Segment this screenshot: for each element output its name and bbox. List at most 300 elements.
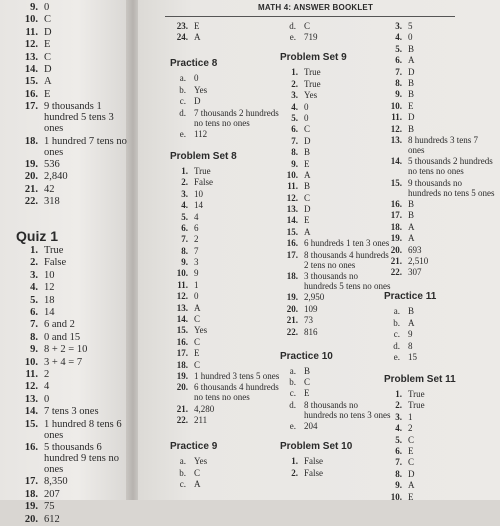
answer-text: Yes [194, 325, 208, 336]
answer-number: 9. [291, 158, 298, 169]
answer-row [16, 489, 128, 500]
answer-number: 5. [395, 434, 402, 445]
answer-number: 7. [395, 66, 402, 77]
answer-text: 9 [194, 268, 199, 279]
answer-row [280, 327, 392, 337]
answer-number: e. [393, 351, 400, 362]
answer-row [384, 412, 496, 422]
answer-number: 3. [291, 90, 298, 101]
answer-text: A [408, 233, 415, 244]
answer-number: 19. [24, 501, 38, 513]
answer-text: B [408, 306, 415, 317]
answer-number: 24. [176, 32, 188, 43]
answer-list [170, 166, 282, 425]
answer-text: 8 thousands no hundreds no tens 3 ones [304, 399, 391, 420]
answer-text: 10 [194, 188, 203, 199]
answer-text: 6 hundreds 1 ten 3 ones [304, 238, 390, 249]
answer-row [280, 113, 392, 123]
answer-text: B [304, 365, 311, 376]
answer-number: 12. [390, 123, 402, 134]
answer-number: a. [393, 306, 400, 317]
answer-text: 536 [44, 158, 60, 170]
answer-text: E [304, 158, 310, 169]
answer-number: 2. [395, 400, 402, 411]
answer-text: 15 [408, 351, 417, 362]
answer-row [384, 112, 496, 122]
answer-number: 14. [286, 215, 298, 226]
answer-text: 0 [44, 2, 50, 13]
answer-row [384, 178, 496, 198]
answer-row [170, 360, 282, 370]
answer-text: 318 [44, 196, 60, 208]
answer-row [16, 270, 128, 281]
answer-text: 0 [194, 291, 199, 302]
answer-number: 14. [24, 406, 38, 418]
answer-row [384, 67, 496, 77]
answer-text: A [194, 32, 201, 43]
answer-text: 612 [44, 513, 60, 525]
answer-row [16, 514, 128, 525]
answer-number: 13. [390, 134, 402, 145]
answer-text: E [44, 88, 51, 100]
answer-row [384, 480, 496, 490]
section-title-quiz-1: Quiz 1 [16, 228, 59, 245]
answer-row [170, 85, 282, 95]
answer-text: E [408, 445, 414, 456]
answer-text: C [44, 51, 52, 63]
answer-row [280, 67, 392, 77]
answer-row [384, 457, 496, 467]
answer-number: 21. [24, 183, 38, 195]
answer-row [16, 196, 128, 207]
answer-number: 20. [286, 303, 298, 314]
answer-number: 2. [181, 177, 188, 188]
answer-row [16, 295, 128, 306]
answer-row [170, 382, 282, 402]
answer-row [384, 352, 496, 362]
answer-number: 17. [286, 249, 298, 260]
answer-row [170, 415, 282, 425]
answer-row [280, 90, 392, 100]
answer-text: A [408, 480, 415, 491]
answer-text: 0 [44, 393, 50, 405]
answer-number: 10. [390, 491, 402, 502]
answer-row [16, 406, 128, 417]
answer-text: 7 tens 3 ones [44, 406, 99, 418]
answer-number: 7. [291, 135, 298, 146]
answer-number: 19. [286, 292, 298, 303]
answer-row [170, 468, 282, 478]
answer-row [384, 124, 496, 134]
answer-text: 8,350 [44, 476, 68, 488]
answer-number: 1. [291, 67, 298, 78]
answer-text: 0 and 15 [44, 331, 81, 343]
answer-number: 20. [390, 244, 402, 255]
answer-row [384, 256, 496, 266]
answer-row [170, 404, 282, 414]
answer-row [384, 55, 496, 65]
answer-number: 7. [181, 234, 188, 245]
answer-number: 9. [395, 89, 402, 100]
answer-row [16, 501, 128, 512]
answer-number: b. [393, 317, 400, 328]
section-title-practice-11: Practice 11 [384, 291, 437, 303]
answer-row [16, 369, 128, 380]
answer-row [280, 147, 392, 157]
answer-row [280, 377, 392, 387]
answer-text: 10 [44, 269, 55, 281]
answer-number: a. [179, 73, 186, 84]
answer-text: A [194, 302, 201, 313]
answer-row [384, 101, 496, 111]
answer-text: 6 thousands 4 hundreds no tens no ones [194, 382, 279, 403]
answer-text: Yes [194, 456, 208, 467]
answer-text: 14 [194, 200, 203, 211]
answer-text: 307 [408, 267, 422, 278]
answer-text: 6 [194, 222, 199, 233]
answer-row [16, 282, 128, 293]
answer-number: d. [393, 340, 400, 351]
answer-row [280, 102, 392, 112]
answer-row [280, 227, 392, 237]
answer-text: 211 [194, 415, 208, 426]
answer-text: A [408, 317, 415, 328]
answer-text: 0 [408, 32, 413, 43]
answer-row [170, 73, 282, 83]
answer-list [170, 21, 282, 42]
answer-row [170, 303, 282, 313]
answer-row [16, 159, 128, 170]
answer-number: 4. [395, 423, 402, 434]
answer-text: 3 thousands no hundreds 5 tens no ones [304, 271, 391, 292]
answer-number: 21. [176, 403, 188, 414]
answer-number: 19. [176, 370, 188, 381]
answer-number: 11. [391, 112, 402, 123]
answer-row [16, 171, 128, 182]
answer-number: 13. [176, 302, 188, 313]
answer-number: 3. [395, 21, 402, 31]
answer-number: 3. [30, 269, 38, 281]
answer-row [280, 292, 392, 302]
answer-row [280, 456, 392, 466]
answer-number: 2. [291, 78, 298, 89]
answer-number: 17. [24, 101, 38, 113]
answer-text: D [408, 468, 415, 479]
answer-row [16, 442, 128, 475]
answer-text: 5 thousands 2 hundreds no tens no ones [408, 156, 493, 177]
answer-list [280, 21, 392, 42]
answer-number: 20. [176, 382, 188, 393]
answer-number: 3. [181, 188, 188, 199]
answer-number: 8. [30, 331, 38, 343]
answer-list [170, 456, 282, 489]
answer-number: 22. [390, 267, 402, 278]
answer-row [384, 32, 496, 42]
answer-text: D [304, 135, 311, 146]
answer-text: C [304, 124, 311, 135]
answer-text: True [304, 67, 321, 78]
answer-text: True [304, 78, 321, 89]
answer-row [170, 32, 282, 42]
answer-row [16, 89, 128, 100]
answer-number: 18. [286, 271, 298, 282]
answer-number: 1. [181, 165, 188, 176]
answer-text: A [194, 478, 201, 489]
answer-row [280, 215, 392, 225]
answer-row [280, 32, 392, 42]
answer-row [170, 291, 282, 301]
answer-number: 16. [286, 238, 298, 249]
answer-text: 5 thousands 6 hundred 9 tens no ones [44, 441, 119, 475]
answer-number: 6. [30, 307, 38, 319]
column-2 [170, 21, 282, 490]
answer-row [384, 492, 496, 502]
answer-number: e. [179, 128, 186, 139]
answer-text: Yes [194, 84, 208, 95]
answer-row [384, 469, 496, 479]
answer-text: A [44, 76, 52, 88]
answer-text: 18 [44, 294, 55, 306]
answer-row [170, 268, 282, 278]
answer-row [384, 245, 496, 255]
answer-text: 8 + 2 = 10 [44, 344, 88, 356]
answer-row [16, 245, 128, 256]
answer-number: 18. [390, 221, 402, 232]
answer-number: 4. [30, 282, 38, 294]
answer-number: b. [179, 467, 186, 478]
answer-number: 21. [390, 256, 402, 267]
answer-row [16, 257, 128, 268]
section-title-practice-10: Practice 10 [280, 350, 333, 362]
answer-row [16, 64, 128, 75]
answer-number: 18. [24, 135, 38, 147]
answer-text: 6 and 2 [44, 319, 75, 331]
answer-row [16, 39, 128, 50]
answer-number: 10. [24, 14, 38, 26]
answer-text: C [408, 457, 415, 468]
answer-row [16, 101, 128, 134]
answer-text: True [408, 400, 425, 411]
answer-text: C [194, 467, 201, 478]
answer-text: C [304, 21, 311, 31]
answer-text: 3 [194, 257, 199, 268]
answer-number: 5. [181, 211, 188, 222]
answer-row [16, 2, 128, 13]
answer-number: 10. [176, 268, 188, 279]
answer-row [280, 400, 392, 420]
answer-number: d. [289, 399, 296, 410]
answer-row [170, 200, 282, 210]
left-column [16, 2, 128, 526]
answer-row [384, 389, 496, 399]
answer-number: 6. [181, 222, 188, 233]
answer-number: 12. [24, 381, 38, 393]
answer-row [280, 193, 392, 203]
answer-number: 17. [176, 348, 188, 359]
answer-text: 4 [194, 211, 199, 222]
answer-number: 17. [24, 476, 38, 488]
answer-row [280, 204, 392, 214]
answer-row [16, 136, 128, 158]
answer-number: 14. [176, 314, 188, 325]
answer-text: C [408, 434, 415, 445]
answer-row [170, 280, 282, 290]
answer-number: 1. [395, 388, 402, 399]
answer-number: d. [179, 107, 186, 118]
answer-text: A [304, 169, 311, 180]
answer-number: 11. [177, 279, 188, 290]
answer-row [170, 223, 282, 233]
answer-number: 11. [25, 26, 38, 38]
answer-number: 7. [30, 319, 38, 331]
answer-row [384, 329, 496, 339]
answer-number: 2. [291, 467, 298, 478]
answer-number: 18. [176, 359, 188, 370]
answer-number: 22. [176, 415, 188, 426]
answer-number: 10. [390, 100, 402, 111]
answer-text: 3 + 4 = 7 [44, 356, 83, 368]
answer-row [170, 479, 282, 489]
answer-text: C [194, 336, 201, 347]
answer-text: 2,950 [304, 292, 325, 303]
answer-number: 4. [395, 32, 402, 43]
answer-text: 112 [194, 128, 208, 139]
answer-row [16, 307, 128, 318]
answer-text: False [304, 467, 323, 478]
answer-row [280, 304, 392, 314]
answer-number: 15. [24, 418, 38, 430]
answer-row [384, 233, 496, 243]
answer-text: C [304, 376, 311, 387]
answer-number: 15. [286, 226, 298, 237]
answer-number: 16. [24, 441, 38, 453]
answer-text: C [44, 14, 52, 26]
answer-number: 22. [286, 326, 298, 337]
answer-text: B [408, 77, 415, 88]
answer-text: False [304, 456, 323, 467]
answer-row [16, 76, 128, 87]
answer-number: d. [289, 21, 296, 31]
answer-row [384, 199, 496, 209]
answer-text: 9 thousands no hundreds no tens 5 ones [408, 177, 495, 198]
answer-list [16, 2, 128, 207]
answer-row [384, 400, 496, 410]
section-title-problem-set-10: Problem Set 10 [280, 441, 353, 453]
section-title-practice-8: Practice 8 [170, 58, 218, 70]
answer-number: 20. [24, 171, 38, 183]
answer-row [384, 435, 496, 445]
answer-row [384, 156, 496, 176]
answer-text: 0 [304, 101, 309, 112]
answer-row [170, 177, 282, 187]
answer-text: 7 thousands 2 hundreds no tens no ones [194, 107, 279, 128]
answer-text: E [408, 491, 414, 502]
answer-text: 9 thousands 1 hundred 5 tens 3 ones [44, 101, 114, 135]
answer-text: True [194, 165, 211, 176]
answer-text: 9 [408, 329, 413, 340]
answer-number: 5. [395, 43, 402, 54]
answer-row [384, 222, 496, 232]
answer-text: True [44, 245, 64, 257]
answer-text: 816 [304, 326, 318, 337]
answer-number: 16. [390, 199, 402, 210]
answer-text: 1 hundred 3 tens 5 ones [194, 370, 280, 381]
answer-text: B [408, 89, 415, 100]
answer-row [280, 159, 392, 169]
answer-number: 10. [286, 169, 298, 180]
answer-row [170, 108, 282, 128]
answer-number: 14. [390, 156, 402, 167]
answer-row [16, 344, 128, 355]
answer-text: 204 [304, 421, 318, 432]
answer-number: 11. [287, 181, 298, 192]
answer-row [280, 388, 392, 398]
answer-row [170, 21, 282, 31]
answer-row [280, 79, 392, 89]
answer-row [170, 456, 282, 466]
answer-row [170, 189, 282, 199]
answer-text: A [304, 226, 311, 237]
answer-text: 8 hundreds 3 tens 7 ones [408, 134, 478, 155]
answer-row [280, 421, 392, 431]
answer-number: 20. [24, 513, 38, 525]
answer-row [16, 27, 128, 38]
answer-text: Yes [304, 90, 318, 101]
answer-number: 6. [395, 445, 402, 456]
answer-text: D [44, 63, 52, 75]
answer-text: 2 [44, 368, 50, 380]
answer-number: 18. [24, 488, 38, 500]
answer-number: 3. [395, 411, 402, 422]
answer-number: 8. [395, 468, 402, 479]
answer-list [384, 306, 496, 362]
answer-row [384, 89, 496, 99]
answer-number: 14. [24, 63, 38, 75]
answer-row [280, 136, 392, 146]
answer-text: 2 [408, 423, 413, 434]
answer-row [16, 52, 128, 63]
answer-number: 8. [181, 245, 188, 256]
answer-text: B [304, 147, 311, 158]
answer-text: E [304, 215, 310, 226]
answer-text: True [408, 388, 425, 399]
answer-number: c. [393, 329, 400, 340]
answer-row [170, 325, 282, 335]
answer-row [280, 250, 392, 270]
answer-number: 10. [24, 356, 38, 368]
answer-number: 21. [286, 315, 298, 326]
answer-number: 12. [286, 192, 298, 203]
answer-row [384, 210, 496, 220]
answer-number: 13. [286, 204, 298, 215]
answer-number: 23. [176, 21, 188, 31]
column-3 [280, 21, 392, 479]
answer-number: 5. [30, 294, 38, 306]
answer-text: 8 [408, 340, 413, 351]
answer-text: 75 [44, 501, 55, 513]
answer-text: 207 [44, 488, 60, 500]
answer-row [384, 423, 496, 433]
answer-row [170, 129, 282, 139]
section-title-problem-set-8: Problem Set 8 [170, 150, 237, 162]
answer-number: 19. [390, 233, 402, 244]
answer-number: 15. [176, 325, 188, 336]
answer-row [280, 271, 392, 291]
answer-number: 12. [24, 39, 38, 51]
answer-text: 0 [304, 112, 309, 123]
answer-text: 1 [408, 411, 413, 422]
answer-number: b. [179, 84, 186, 95]
